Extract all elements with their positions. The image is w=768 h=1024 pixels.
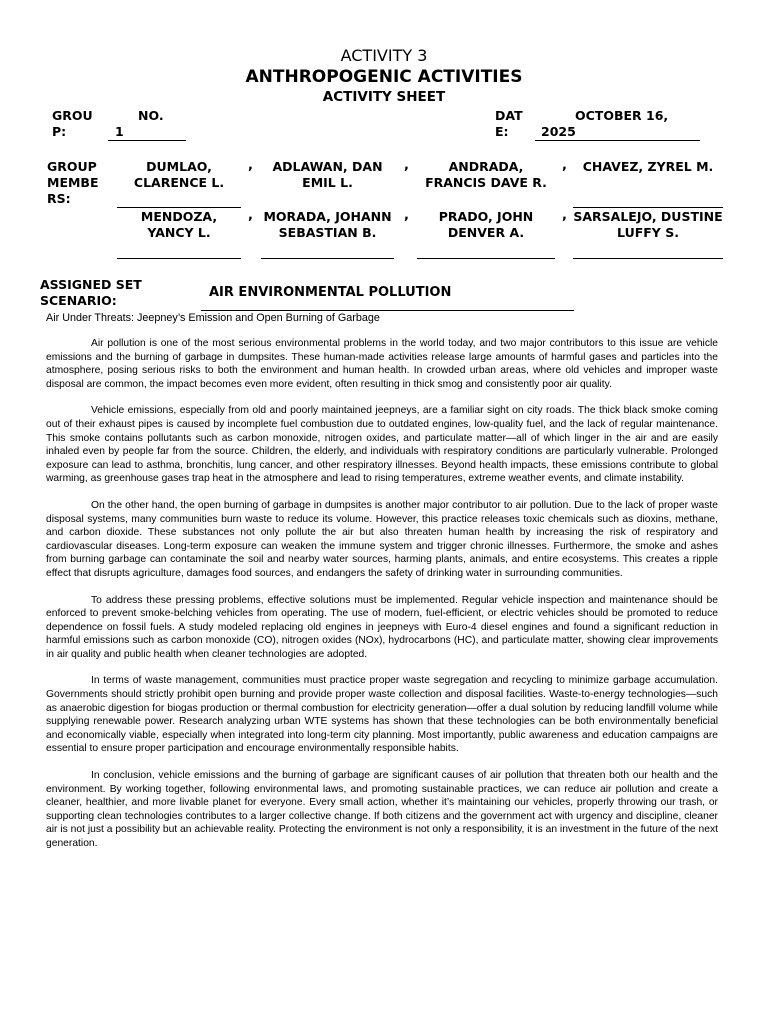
name-separator: , — [562, 158, 567, 173]
group-no-value: 1 — [115, 124, 124, 139]
member-underline — [117, 258, 241, 259]
member-name: SARSALEJO, DUSTINE LUFFY S. — [573, 209, 723, 240]
group-no-label: NO. — [138, 108, 164, 123]
member-name: ADLAWAN, DAN EMIL L. — [272, 159, 383, 190]
document-subtitle: ACTIVITY SHEET — [322, 89, 446, 105]
essay-title: Air Under Threats: Jeepney’s Emission and Open Burning of Garbage — [46, 312, 380, 324]
name-separator: , — [404, 208, 409, 223]
group-no-underline — [108, 140, 186, 141]
group-label: GROU P: — [52, 108, 93, 139]
scenario-value: AIR ENVIRONMENTAL POLLUTION — [209, 285, 452, 300]
date-value-line2: 2025 — [541, 124, 576, 139]
date-label: DAT E: — [495, 108, 523, 139]
name-separator: , — [404, 158, 409, 173]
members-label: GROUP MEMBE RS: — [47, 159, 99, 206]
essay-paragraph: Air pollution is one of the most serious environmental problems in the world today, and two major contributors to this issue are vehicle emissions and the burning of garbage in dumpsites. These human-made activities release large amounts of harmful gases and particles into the atmosphere, posing serious risks to both the environment and human health. In crowded urban areas, where old vehicles and improper waste disposal are common, the impact becomes even more evident, often resulting in thick smog and consistently poor air quality. — [46, 338, 718, 390]
member-name: DUMLAO, CLARENCE L. — [133, 159, 225, 190]
essay-paragraph: Vehicle emissions, especially from old and poorly maintained jeepneys, are a familiar sight on city roads. The thick black smoke coming out of their exhaust pipes is caused by incomplete fuel combustion due to outdated engines, low-quality fuel, and the lack of regular maintenance. This smoke contains pollutants such as carbon monoxide, nitrogen oxides, and particulate matter—all of which linger in the air and are easily inhaled even by people far from the source. Children, the elderly, and individuals with respiratory conditions are particularly vulnerable. Prolonged exposure can lead to asthma, bronchitis, lung cancer, and other respiratory illnesses. Beyond health impacts, these emissions contribute to global warming, as greenhouse gases trap heat in the atmosphere and lead to rising temperatures, extreme weather events, and climate instability. — [46, 405, 718, 485]
member-underline — [573, 207, 723, 208]
member-underline — [261, 258, 394, 259]
activity-number: ACTIVITY 3 — [340, 46, 428, 65]
member-underline — [117, 207, 241, 208]
essay-body — [46, 337, 718, 864]
document-title: ANTHROPOGENIC ACTIVITIES — [245, 67, 523, 87]
essay-paragraph: In conclusion, vehicle emissions and the burning of garbage are significant causes of air pollution that threaten both our health and the environment. By working together, following environmental laws, and promoting sustainable practices, we can reduce air pollution and create a cleaner, healthier, and more livable planet for everyone. Every small action, whether it’s maintaining our vehicles, properly throwing our trash, or supporting clean technologies contributes to a larger collective change. If both citizens and the government act with urgency and discipline, cleaner air is not just a possibility but an achievable reality. Protecting the environment is not only a responsibility, it is an investment in the future of the next generation. — [46, 770, 718, 849]
member-underline — [573, 258, 723, 259]
member-name: ANDRADA, FRANCIS DAVE R. — [425, 159, 547, 190]
essay-paragraph: In terms of waste management, communities must practice proper waste segregation and recycling to minimize garbage accumulation. Governments should strictly prohibit open burning and provide proper waste collection and disposal facilities. Waste-to-energy technologies—such as anaerobic digestion for biogas production or thermal combustion for electricity generation—offer a dual solution by reducing landfill volume while supplying renewable power. Research analyzing urban WTE systems has shown that these technologies can be both environmentally beneficial and economically viable, especially when integrated into long-term city planning. Most importantly, public awareness and education campaigns are essential to ensure proper participation and encourage environmentally responsible habits. — [46, 675, 718, 755]
scenario-underline — [201, 310, 574, 311]
date-value-line1: OCTOBER 16, — [575, 108, 669, 123]
name-separator: , — [248, 158, 253, 173]
member-name: MORADA, JOHANN SEBASTIAN B. — [263, 209, 392, 240]
scenario-label: ASSIGNED SET SCENARIO: — [40, 277, 142, 308]
essay-paragraph: On the other hand, the open burning of garbage in dumpsites is another major contributor to air pollution. Due to the lack of proper waste disposal systems, many communities burn waste to reduce its volume. However, this practice releases toxic chemicals such as dioxins, methane, and carbon dioxide. These substances not only pollute the air but also threaten human health by increasing the risk of respiratory and cardiovascular diseases. Long-term exposure can weaken the immune system and trigger chronic illnesses. Furthermore, the smoke and ashes from burning garbage can contaminate the soil and nearby water sources, harming plants, animals, and entire ecosystems. This creates a ripple effect that disrupts agriculture, damages food sources, and endangers the safety of drinking water in surrounding communities. — [46, 499, 718, 579]
name-separator: , — [248, 208, 253, 223]
name-separator: , — [562, 208, 567, 223]
member-name: MENDOZA, YANCY L. — [140, 209, 218, 240]
essay-paragraph: To address these pressing problems, effective solutions must be implemented. Regular vehicle inspection and maintenance should be enforced to prevent smoke-belching vehicles from operating. The use of modern, fuel-efficient, or electric vehicles should be promoted to reduce dependence on fossil fuels. A study modeled replacing old engines in jeepneys with Euro-4 diesel engines and found a significant reduction in harmful emissions such as carbon monoxide (CO), nitrogen oxides (NOx), hydrocarbons (HC), and particulate matter, showing clear improvements in air quality and public health when cleaner technologies are adopted. — [46, 594, 718, 660]
member-underline — [417, 258, 555, 259]
member-name: PRADO, JOHN DENVER A. — [438, 209, 534, 240]
date-underline — [535, 140, 700, 141]
member-name: CHAVEZ, ZYREL M. — [582, 159, 714, 174]
